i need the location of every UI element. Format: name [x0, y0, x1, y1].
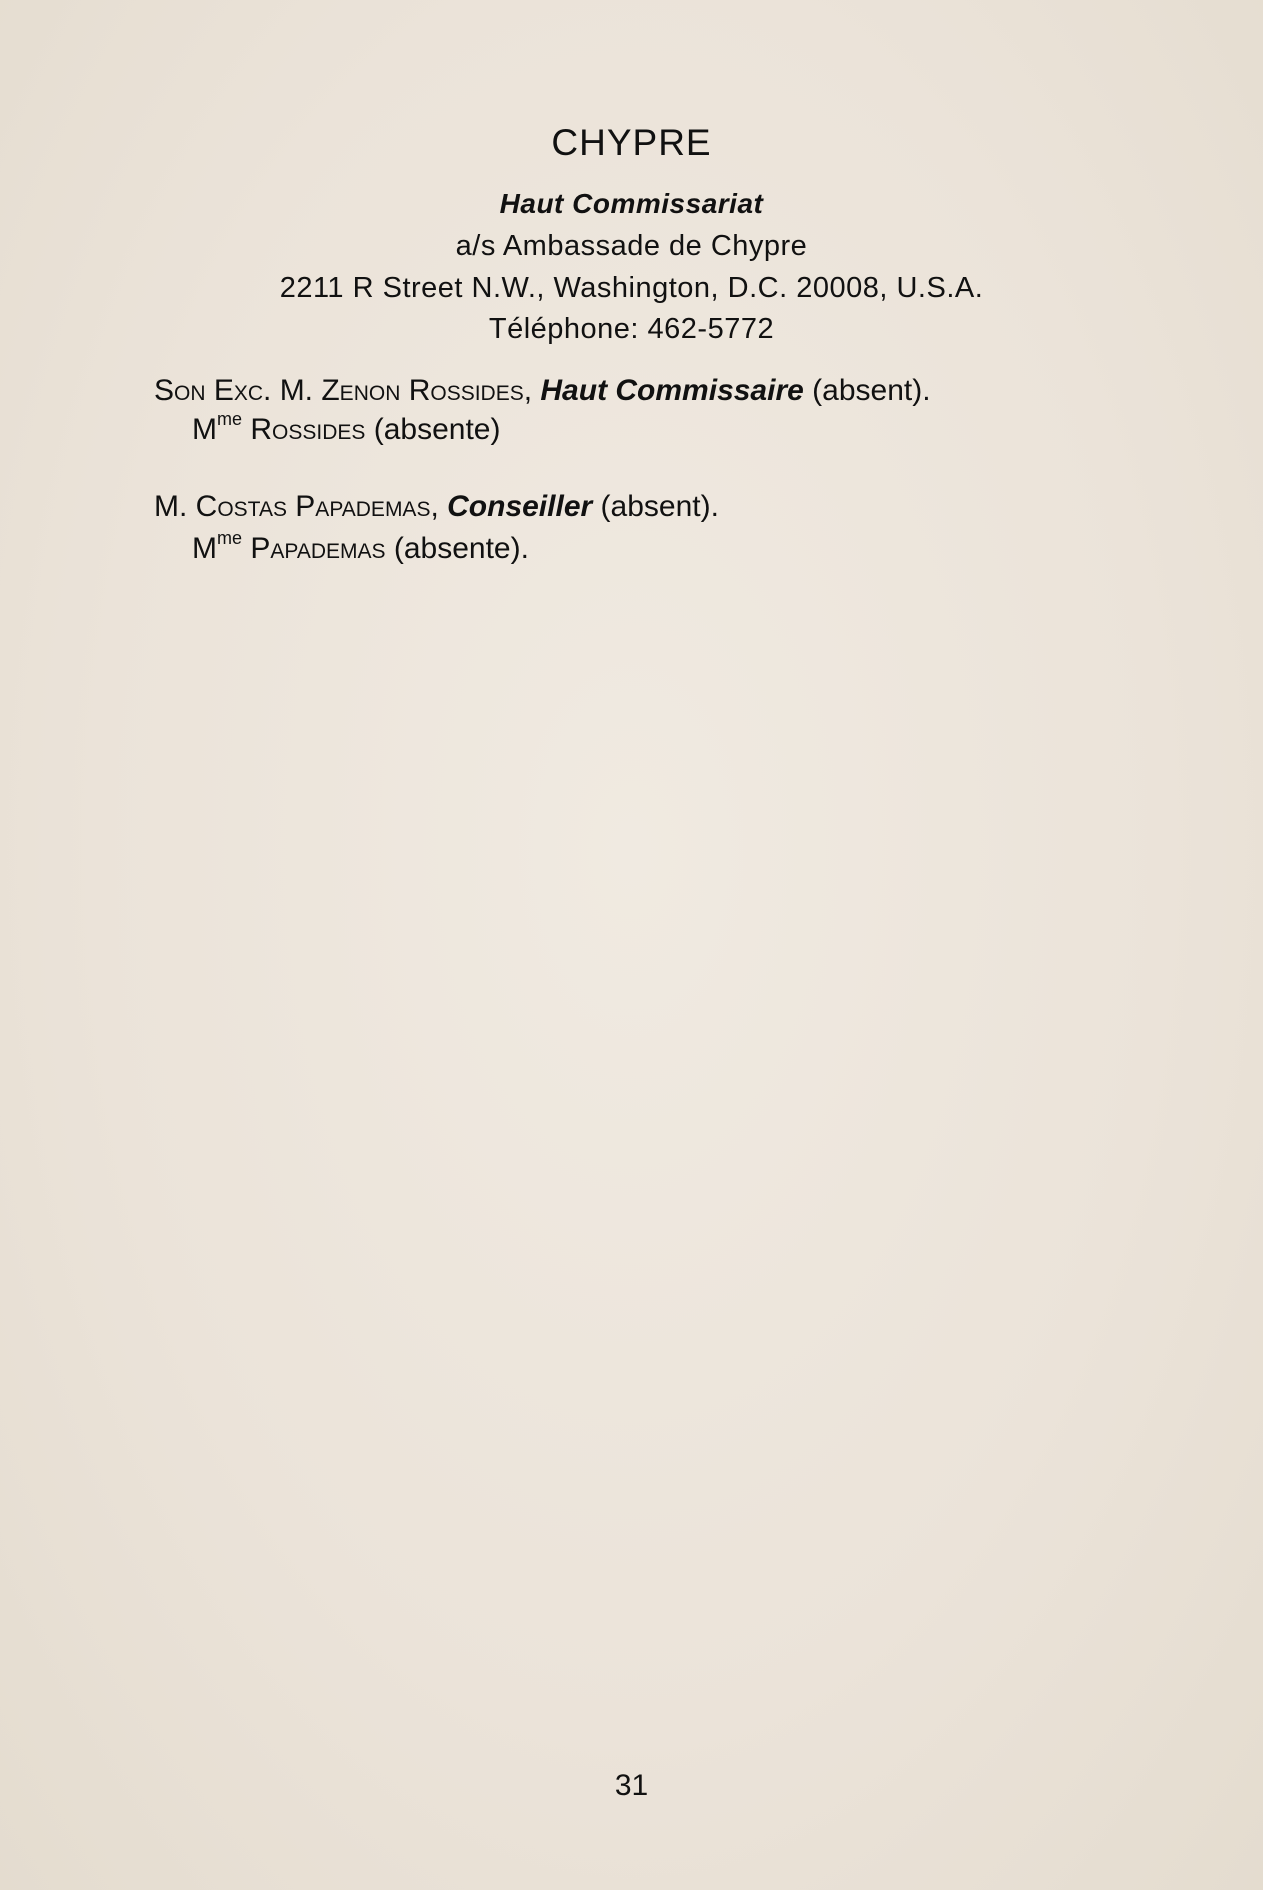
entry-title: Conseiller — [447, 490, 593, 523]
entry-title: Haut Commissaire — [540, 374, 804, 407]
entry-name: Costas Papademas — [195, 490, 431, 523]
entry-name: Rossides — [242, 413, 366, 446]
entry-prefix: Son Exc. M. — [154, 374, 322, 407]
entry-status: (absent). — [592, 490, 719, 523]
entry-honorific: M — [192, 532, 217, 565]
page-title: CHYPRE — [551, 122, 712, 163]
entry-name: Zenon Rossides — [321, 374, 524, 407]
entry-honorific: M — [192, 413, 217, 446]
address-line-2: 2211 R Street N.W., Washington, D.C. 20008, U.S.A. — [279, 272, 984, 304]
entry-prefix: M. — [154, 490, 196, 523]
entry-counsellor — [154, 490, 719, 524]
address-line-1: a/s Ambassade de Chypre — [455, 230, 808, 262]
entry-spouse-2 — [192, 528, 529, 566]
entry-name: Papademas — [242, 532, 386, 565]
entry-status: (absente). — [385, 532, 529, 565]
entry-status: (absent). — [803, 374, 931, 407]
entry-honorific-sup: me — [217, 528, 243, 548]
entry-separator: , — [430, 490, 448, 523]
page-number: 31 — [614, 1769, 649, 1802]
entry-ambassador — [154, 374, 931, 408]
entry-spouse-1 — [192, 409, 501, 447]
entry-status: (absente) — [365, 413, 501, 446]
entry-honorific-sup: me — [217, 409, 243, 429]
page-subtitle: Haut Commissariat — [499, 188, 764, 219]
phone-line: Téléphone: 462-5772 — [488, 313, 775, 345]
entry-separator: , — [523, 374, 541, 407]
